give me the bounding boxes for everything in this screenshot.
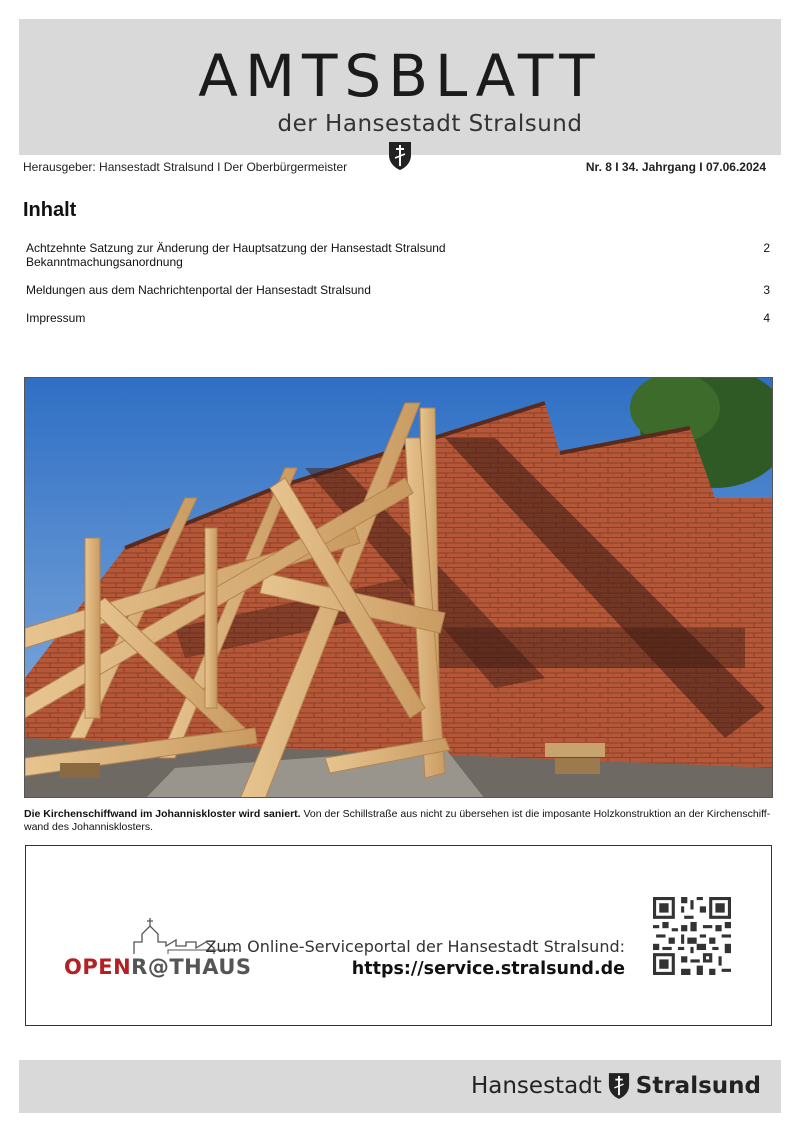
qr-code-icon[interactable] [653, 897, 731, 975]
footer-brand [471, 1072, 761, 1100]
stralsund-crest-icon [388, 141, 412, 171]
toc-entry-page: 4 [763, 311, 770, 325]
service-text [205, 937, 625, 979]
stralsund-crest-icon [608, 1072, 630, 1100]
toc-entry-page: 3 [763, 283, 770, 297]
logo-open-text: OPEN [64, 955, 132, 979]
footer-band [19, 1060, 781, 1113]
masthead-title: AMTSBLATT [198, 42, 602, 110]
logo-rathaus-text: R@THAUS [131, 955, 252, 979]
toc-entry[interactable] [26, 311, 772, 325]
toc-entry-subtitle: Bekanntmachungsanordnung [26, 255, 183, 269]
caption-text: Von der Schillstraße aus nicht zu übersehen ist die imposante Holzkonstruktion an der Kirchenschiff-wand des Johannisklosters. [24, 808, 771, 833]
service-url-link[interactable]: https://service.stralsund.de [351, 959, 625, 979]
footer-city-name: Stralsund [635, 1073, 761, 1099]
toc-heading: Inhalt [23, 199, 77, 221]
service-portal-box[interactable] [25, 845, 772, 1026]
table-of-contents [26, 241, 772, 339]
toc-entry[interactable] [26, 241, 772, 269]
cover-photo [24, 377, 773, 798]
publisher-line: Herausgeber: Hansestadt Stralsund I Der Oberbürgermeister [23, 160, 348, 174]
toc-entry-page: 2 [763, 241, 770, 255]
service-line: Zum Online-Serviceportal der Hansestadt Stralsund: [205, 937, 625, 956]
toc-entry-title: Achtzehnte Satzung zur Änderung der Hauptsatzung der Hansestadt Stralsund [26, 241, 446, 255]
caption-bold: Die Kirchenschiffwand im Johanniskloster wird saniert. [24, 808, 301, 820]
photo-caption [24, 808, 774, 834]
footer-city-prefix: Hansestadt [470, 1073, 602, 1099]
toc-entry-title: Impressum [26, 311, 86, 325]
masthead-subtitle: der Hansestadt Stralsund [277, 111, 583, 137]
masthead [19, 19, 781, 155]
toc-entry[interactable] [26, 283, 772, 297]
toc-entry-title: Meldungen aus dem Nachrichtenportal der Hansestadt Stralsund [26, 283, 371, 297]
issue-info: Nr. 8 I 34. Jahrgang I 07.06.2024 [585, 160, 766, 174]
